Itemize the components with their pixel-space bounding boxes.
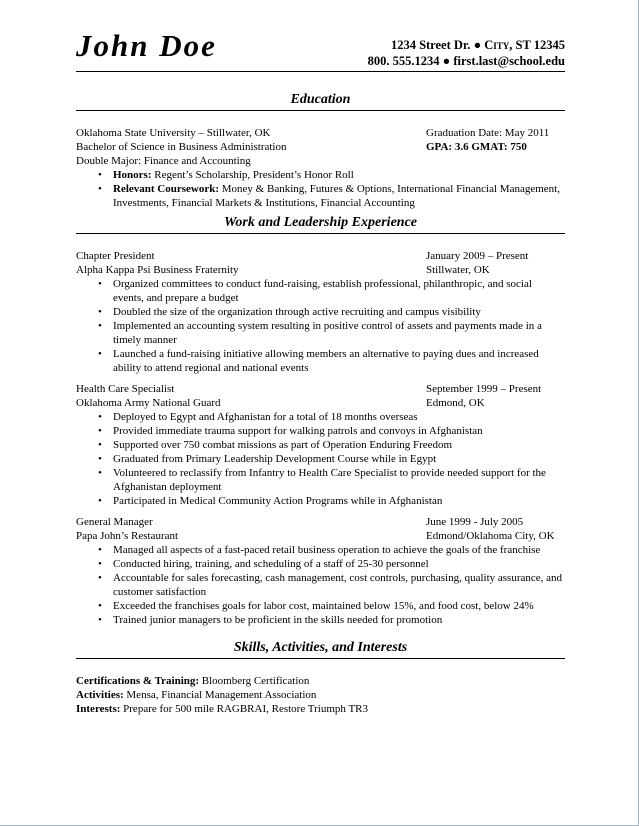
job-bullet-list [76,543,565,627]
section-work-experience [76,214,565,627]
bullet-item [76,168,565,182]
skill-line [76,688,565,702]
header-divider [76,71,565,72]
contact-phone-email-line [368,53,565,69]
resume-content [76,0,565,716]
bullet-item: • Managed all aspects of a fast-paced retail business operation to achieve the goals of the franchise [76,543,565,557]
skills-body [76,674,565,716]
skill-text: Bloomberg Certification [201,675,310,687]
bullet-item: • Deployed to Egypt and Afghanistan for a total of 18 months overseas [76,410,565,424]
bullet-item: • Trained junior managers to be proficient in the skills needed for promotion [76,613,565,627]
state-zip: , ST 12345 [509,38,565,52]
bullet-label: Honors: [113,169,152,181]
job-entry [76,382,565,508]
bullet-item: • Conducted hiring, training, and scheduling of a staff of 25-30 personnel [76,557,565,571]
section-title-work: Work and Leadership Experience [223,215,417,230]
section-divider [76,110,565,111]
job-title: Health Care Specialist [76,383,175,395]
job-dates: June 1999 - July 2005 [426,516,524,528]
email-address: first.last@school.edu [453,54,565,68]
job-organization: Papa John’s Restaurant [76,530,179,542]
skill-label: Interests: [76,703,121,715]
skill-label: Certifications & Training: [76,675,200,687]
job-title: General Manager [76,516,153,528]
double-major: Double Major: Finance and Accounting [76,155,251,167]
skill-line [76,674,565,688]
section-title-skills: Skills, Activities, and Interests [233,640,408,655]
bullet-item: • Doubled the size of the organization through active recruiting and campus visibility [76,305,565,319]
section-title-education: Education [290,92,351,107]
job-location: Edmond, OK [426,397,485,409]
job-entry [76,515,565,627]
bullet-item: • Accountable for sales forecasting, cash management, cost controls, purchasing, quality assurance, and customer satisfaction [76,571,565,599]
job-title: Chapter President [76,250,155,262]
bullet-text: Regent’s Scholarship, President’s Honor Roll [154,169,354,181]
job-location: Edmond/Oklahoma City, OK [426,530,555,542]
bullet-item: • Volunteered to reclassify from Infantry to Health Care Specialist to provide needed support for the Afghanistan deployment [76,466,565,494]
resume-header [76,0,565,71]
bullet-item: • Organized committees to conduct fund-raising, establish professional, philanthropic, and social events, and prepare a budget [76,277,565,305]
contact-block [368,37,565,69]
job-entry [76,249,565,375]
school-name: Oklahoma State University – Stillwater, OK [76,127,271,139]
bullet-label: Relevant Coursework: [113,183,220,195]
job-organization: Oklahoma Army National Guard [76,397,221,409]
education-bullet-list [76,168,565,210]
job-dates: September 1999 – Present [426,383,542,395]
phone-number: 800. 555.1234 [367,54,440,68]
education-row [76,126,565,140]
section-divider [76,658,565,659]
bullet-item: • Implemented an accounting system resulting in positive control of assets and payments made in a timely manner [76,319,565,347]
job-bullet-list [76,277,565,375]
graduation-date: Graduation Date: May 2011 [426,127,550,139]
job-organization: Alpha Kappa Psi Business Fraternity [76,264,239,276]
skill-line [76,702,565,716]
section-divider [76,233,565,234]
section-skills [76,639,565,716]
bullet-item: • Launched a fund-raising initiative allowing members an alternative to paying dues and increased ability to attend regional and national events [76,347,565,375]
dot-separator-icon: ● [442,54,451,68]
education-row [76,154,565,168]
job-header-row [76,529,565,543]
job-header-row [76,382,565,396]
education-body [76,126,565,210]
person-name: John Doe [76,28,217,63]
bullet-item: • Provided immediate trauma support for walking patrols and convoys in Afghanistan [76,424,565,438]
job-location: Stillwater, OK [426,264,490,276]
skill-label: Activities: [76,689,124,701]
job-header-row [76,396,565,410]
job-header-row [76,515,565,529]
bullet-item: • Participated in Medical Community Action Programs while in Afghanistan [76,494,565,508]
degree-name: Bachelor of Science in Business Administration [76,141,287,153]
education-row [76,140,565,154]
job-header-row [76,263,565,277]
job-bullet-list [76,410,565,508]
street-address: 1234 Street Dr. [390,38,471,52]
skill-text: Mensa, Financial Management Association [126,689,317,701]
bullet-item: • Exceeded the franchises goals for labor cost, maintained below 15%, and food cost, below 24% [76,599,565,613]
work-body [76,249,565,627]
bullet-text: Money & Banking, Futures & Options, International Financial Management, Investments, Financial Markets & Institutions, Financial Accounting [113,183,560,209]
city-name: City [484,38,510,52]
dot-separator-icon: ● [473,38,482,52]
bullet-item [76,182,565,210]
section-education [76,91,565,210]
bullet-item: • Graduated from Primary Leadership Development Course while in Egypt [76,452,565,466]
job-dates: January 2009 – Present [426,250,529,262]
bullet-item: • Supported over 750 combat missions as part of Operation Enduring Freedom [76,438,565,452]
skill-text: Prepare for 500 mile RAGBRAI, Restore Triumph TR3 [123,703,368,715]
contact-address-line [368,37,565,53]
job-header-row [76,249,565,263]
gpa-gmat: GPA: 3.6 GMAT: 750 [426,141,527,153]
